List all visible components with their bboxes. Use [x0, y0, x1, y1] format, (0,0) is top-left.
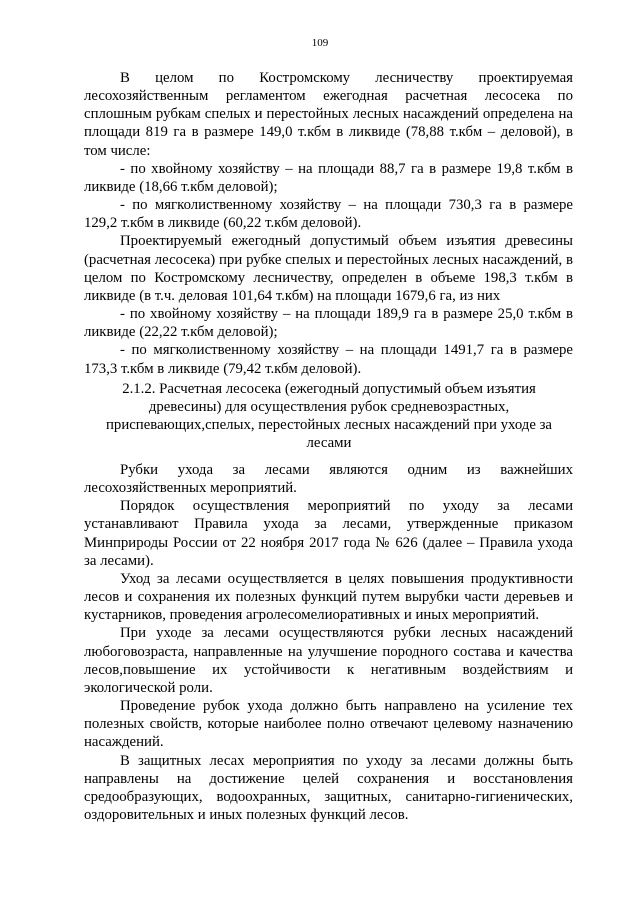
page-number: 109 [311, 37, 329, 49]
paragraph-softwood-clearcut: - по мягколиственному хозяйству – на площади 730,3 га в размере 129,2 т.кбм в ликвиде (60,22 т.кбм деловой). [84, 197, 573, 232]
paragraph-care-importance: Рубки ухода за лесами являются одним из важнейших лесохозяйственных мероприятий. [84, 462, 573, 497]
paragraph-coniferous-allowable: - по хвойному хозяйству – на площади 189,9 га в размере 25,0 т.кбм в ликвиде (22,22 т.кбм деловой); [84, 306, 573, 341]
paragraph-care-goals: Уход за лесами осуществляется в целях повышения продуктивности лесов и сохранения их полезных функций путем вырубки части деревьев и кустарников, проведения агролесомелиоративных и иных мероприятий. [84, 570, 573, 624]
forest-care-section [84, 461, 573, 824]
heading-line: 2.1.2. Расчетная лесосека (ежегодный допустимый объем изъятия [122, 381, 536, 397]
paragraph-total-allowable-volume: Проектируемый ежегодный допустимый объем изъятия древесины (расчетная лесосека) при рубке спелых и перестойных лесных насаждений, в целом по Костромскому лесничеству, определен в объеме 198,3 т.кбм в ликвиде (в т.ч. деловая 101,64 т.кбм) на площади 1679,6 га, из них [84, 233, 573, 304]
heading-line: приспевающих,спелых, перестойных лесных насаждений при уходе за [106, 417, 552, 434]
paragraph-protective-forests: В защитных лесах мероприятия по уходу за лесами должны быть направлены на достижение целей сохранения и восстановления средообразующих, водоохранных, защитных, санитарно-гигиенических, оздоровительных и иных полезных функций лесов. [84, 752, 573, 823]
heading-line: древесины) для осуществления рубок средневозрастных, [148, 399, 510, 416]
paragraph-softwood-allowable: - по мягколиственному хозяйству – на площади 1491,7 га в размере 173,3 т.кбм в ликвиде (79,42 т.кбм деловой). [84, 342, 573, 377]
paragraph-total-clearcut: В целом по Костромскому лесничеству проектируемая лесохозяйственным регламентом ежегодная расчетная лесосека по сплошным рубкам спелых и перестойных лесных насаждений определена на площади 819 га в размере 149,0 т.кбм в ликвиде (78,88 т.кбм – деловой), в том числе: [84, 70, 573, 159]
forest-harvest-section [84, 69, 573, 378]
section-heading [96, 380, 562, 453]
paragraph-coniferous-clearcut: - по хвойному хозяйству – на площади 88,7 га в размере 19,8 т.кбм в ликвиде (18,66 т.кбм деловой); [84, 160, 573, 195]
paragraph-care-direction: Проведение рубок ухода должно быть направлено на усиление тех полезных свойств, которые наиболее полно отвечают целевому назначению насаждений. [84, 698, 573, 751]
paragraph-care-rules: Порядок осуществления мероприятий по уходу за лесами устанавливают Правила ухода за лесами, утвержденные приказом Минприроды России от 22 ноября 2017 года № 626 (далее – Правила ухода за лесами). [84, 498, 573, 569]
paragraph-care-cuttings: При уходе за лесами осуществляются рубки лесных насаждений любоговозраста, направленные на улучшение породного состава и качества лесов,повышение их устойчивости к негативным воздействиям и экологической роли. [84, 625, 573, 696]
heading-line: лесами [306, 435, 352, 452]
